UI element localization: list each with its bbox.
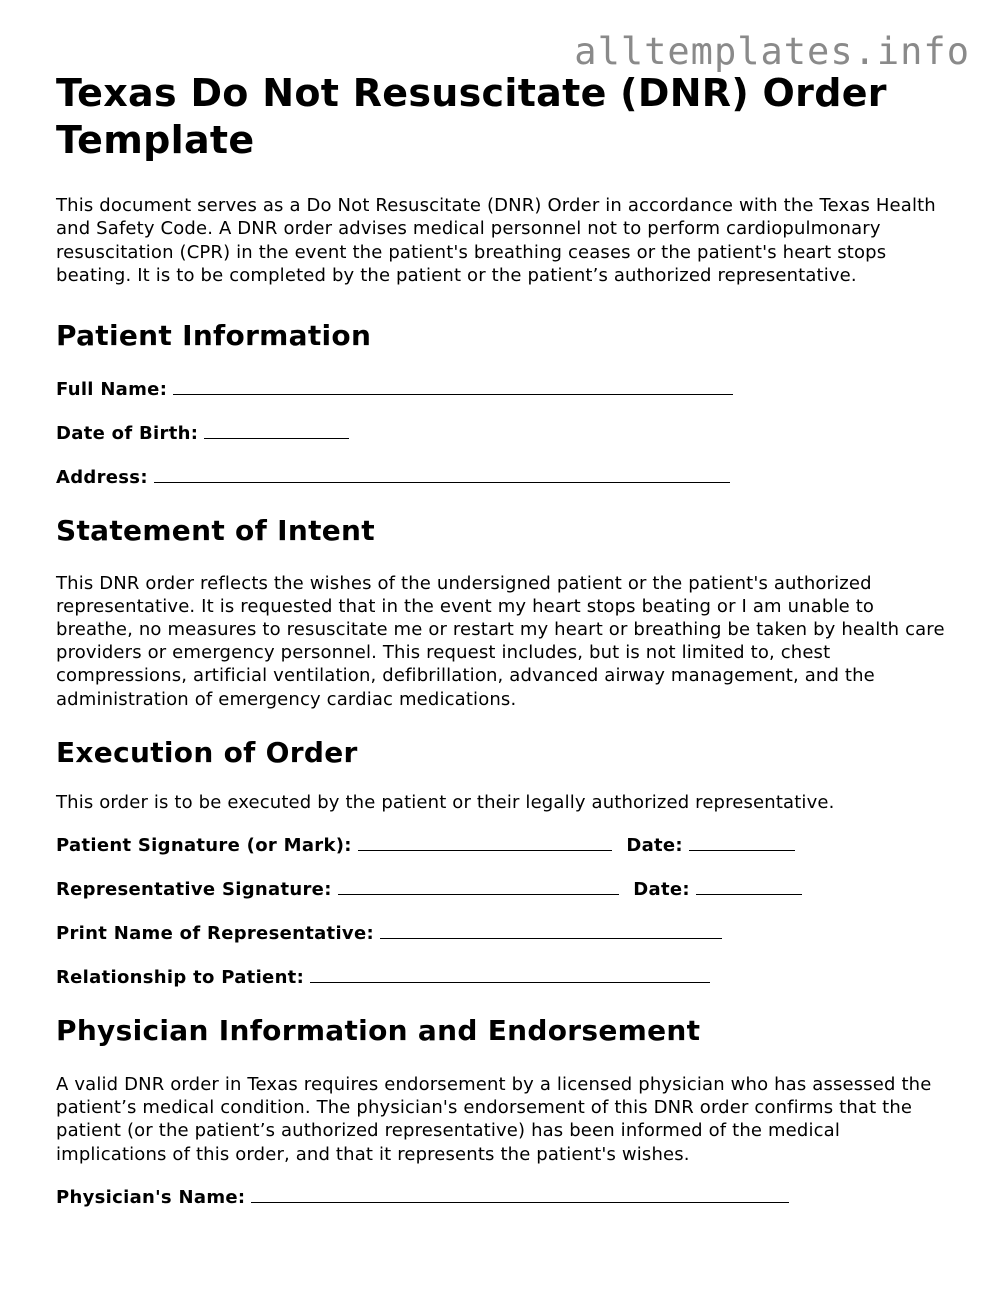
physician-name-label: Physician's Name: <box>56 1186 246 1208</box>
physician-heading: Physician Information and Endorsement <box>56 1014 701 1048</box>
full-name-field <box>56 378 946 401</box>
patient-date-blank[interactable] <box>689 834 795 851</box>
patient-info-heading: Patient Information <box>56 318 372 352</box>
print-name-field <box>56 922 946 945</box>
physician-name-blank[interactable] <box>251 1186 789 1203</box>
document-page <box>56 70 946 1209</box>
address-label: Address: <box>56 466 148 488</box>
print-name-label: Print Name of Representative: <box>56 923 374 945</box>
execution-paragraph: This order is to be executed by the patient or their legally authorized representative. <box>56 791 835 813</box>
relationship-blank[interactable] <box>310 966 710 983</box>
address-field <box>56 466 946 489</box>
patient-signature-label: Patient Signature (or Mark): <box>56 835 352 857</box>
patient-date-label: Date: <box>626 835 683 857</box>
address-blank[interactable] <box>154 466 730 483</box>
rep-date-blank[interactable] <box>696 878 802 895</box>
patient-signature-field <box>56 834 946 857</box>
full-name-label: Full Name: <box>56 378 168 400</box>
patient-signature-blank[interactable] <box>358 834 612 851</box>
rep-signature-field <box>56 878 946 901</box>
execution-heading: Execution of Order <box>56 735 358 769</box>
physician-paragraph: A valid DNR order in Texas requires endorsement by a licensed physician who has assessed the patient’s medical condition. The physician's endorsement of this DNR order confirms that the patient (or the patient’s authorized representative) has been informed of the medical implications of this order, and that it represents the patient's wishes. <box>56 1074 932 1165</box>
full-name-blank[interactable] <box>173 378 733 395</box>
rep-signature-label: Representative Signature: <box>56 879 332 901</box>
relationship-label: Relationship to Patient: <box>56 967 305 989</box>
print-name-blank[interactable] <box>380 922 722 939</box>
rep-date-label: Date: <box>633 879 690 901</box>
statement-heading: Statement of Intent <box>56 513 375 547</box>
dob-field <box>56 422 946 445</box>
rep-signature-blank[interactable] <box>338 878 619 895</box>
physician-name-field <box>56 1186 946 1209</box>
watermark: alltemplates.info <box>574 30 970 73</box>
document-title: Texas Do Not Resuscitate (DNR) Order Template <box>56 71 887 162</box>
dob-blank[interactable] <box>204 422 349 439</box>
intro-paragraph: This document serves as a Do Not Resuscitate (DNR) Order in accordance with the Texas Health and Safety Code. A DNR order advises medical personnel not to perform cardiopulmonary resuscitation (CPR) in the event the patient's breathing ceases or the patient's heart stops beating. It is to be completed by the patient or the patient’s authorized representative. <box>56 195 936 287</box>
dob-label: Date of Birth: <box>56 422 199 444</box>
statement-paragraph: This DNR order reflects the wishes of the undersigned patient or the patient's authorized representative. It is requested that in the event my heart stops beating or I am unable to breathe, no measures to resuscitate me or restart my heart or breathing be taken by health care providers or emergency personnel. This request includes, but is not limited to, chest compressions, artificial ventilation, defibrillation, advanced airway management, and the administration of emergency cardiac medications. <box>56 572 945 710</box>
relationship-field <box>56 966 946 989</box>
